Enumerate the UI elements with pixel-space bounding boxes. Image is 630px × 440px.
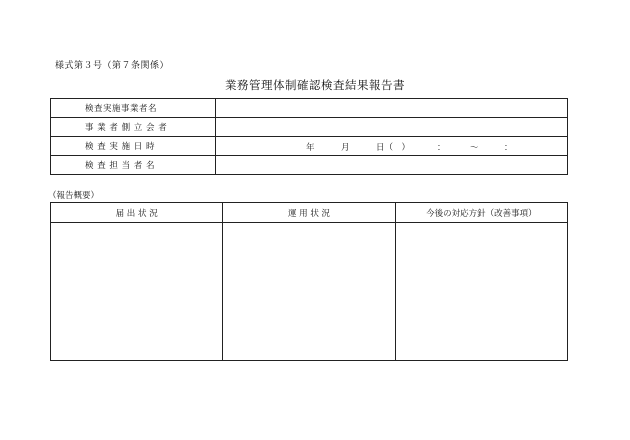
- summary-section-label: （報告概要）: [48, 191, 100, 201]
- label-inspected-business: 検査実施事業者名: [51, 99, 216, 118]
- table-row: [51, 118, 568, 137]
- field-inspector-name[interactable]: [216, 156, 568, 175]
- page-title: 業務管理体制確認検査結果報告書: [225, 78, 405, 92]
- label-business-attendee: 事 業 者 側 立 会 者: [51, 118, 216, 137]
- field-business-attendee[interactable]: [216, 118, 568, 137]
- table-row: [51, 99, 568, 118]
- field-inspected-business[interactable]: [216, 99, 568, 118]
- day-weekday-unit: 日（ ）: [376, 143, 411, 153]
- column-header-future-policy: 今後の対応方針（改善事項）: [395, 203, 567, 223]
- label-inspector-name: 検 査 担 当 者 名: [51, 156, 216, 175]
- column-header-notification-status: 届 出 状 況: [51, 203, 223, 223]
- table-header-row: [51, 203, 568, 223]
- label-inspection-datetime: 検 査 実 施 日 時: [51, 137, 216, 156]
- range-tilde: ～: [470, 143, 479, 153]
- form-number: 様式第３号（第７条関係）: [55, 61, 170, 71]
- table-row: [51, 223, 568, 361]
- table-row: [51, 137, 568, 156]
- column-header-operation-status: 運 用 状 況: [223, 203, 395, 223]
- time-separator-end: ：: [504, 143, 513, 153]
- time-separator-start: ：: [437, 143, 446, 153]
- field-operation-status[interactable]: [223, 223, 395, 361]
- month-unit: 月: [341, 143, 350, 153]
- year-unit: 年: [306, 143, 315, 153]
- field-notification-status[interactable]: [51, 223, 223, 361]
- field-inspection-datetime[interactable]: [216, 137, 568, 156]
- inspection-info-table: [50, 98, 568, 175]
- report-summary-table: [50, 202, 568, 361]
- table-row: [51, 156, 568, 175]
- field-future-policy[interactable]: [395, 223, 567, 361]
